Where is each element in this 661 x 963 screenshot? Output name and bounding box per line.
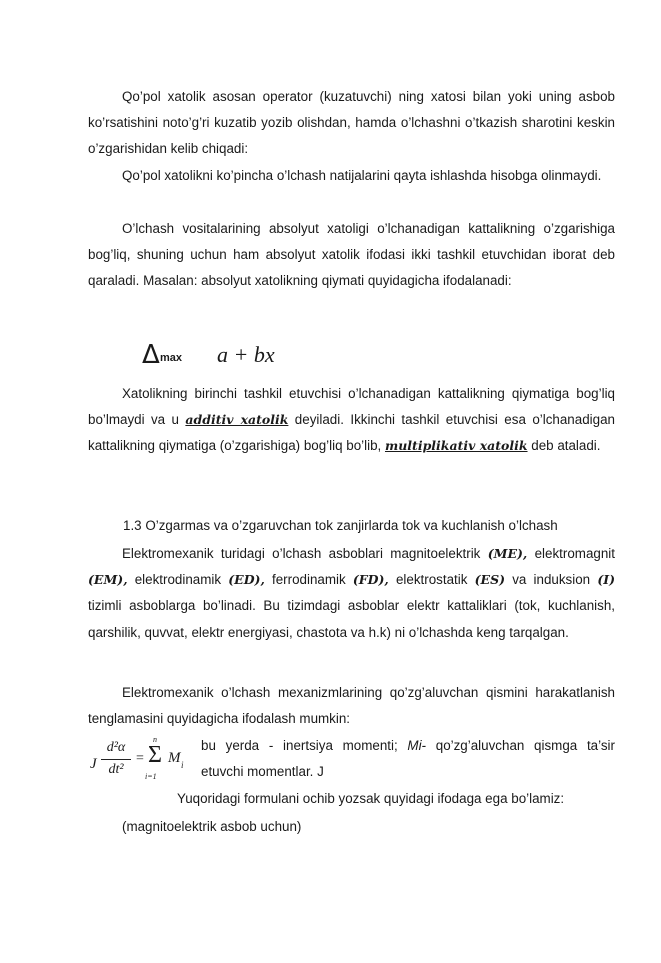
text-span: elektrostatik xyxy=(388,572,475,588)
sum-lower: i=1 xyxy=(145,772,157,781)
text-span: va induksion xyxy=(505,572,598,588)
paragraph-motion-equation: Elektromexanik o’lchash mexanizmlarining qo’zg’aluvchan qismini harakatlanish tenglamasini quyidagicha ifodalash mumkin: xyxy=(88,685,615,727)
paragraph-gross-error-ignored: Qo’pol xatolikni ko’pincha o’lchash natijalarini qayta ishlashda hisobga olinmaydi. xyxy=(122,168,602,183)
paragraph-absolute-error: O’lchash vositalarining absolyut xatoligi o’lchanadigan kattalikning o’zgarishiga bog’liq, shuning uchun ham absolyut xatolik ifodasi ikki tashkil etuvchidan iborat deb qaraladi. Masalan: absolyut xatolikning qiymati quyidagicha ifodalanadi: xyxy=(88,221,615,289)
text-span: tizimli asboblarga bo’linadi. Bu tizimdagi asboblar elektr kattaliklari (tok, kuchlanish, qarshilik, quvvat, elektr energiyasi, chastota va h.k) ni o’lchashda keng tarqalgan. xyxy=(88,598,615,640)
denominator: dt² xyxy=(108,762,124,777)
abbr-i: (I) xyxy=(597,572,615,588)
moment-symbol: M xyxy=(168,750,181,766)
text-span: ferrodinamik xyxy=(264,572,353,588)
sum-upper: n xyxy=(153,735,157,744)
formula-absolute-error xyxy=(142,340,302,370)
text-span: Xatolikning birinchi tashkil etuvchisi o’lchanadigan kattalikning qiymatiga bog’liq bo’lmaydi va u xyxy=(88,386,615,428)
term-additive-error: additiv xatolik xyxy=(185,412,289,428)
text-span: bu yerda - inertsiya momenti; xyxy=(201,738,408,753)
abbr-fd: (FD), xyxy=(352,572,389,588)
mi-symbol: Mi- xyxy=(407,738,427,753)
delta-subscript: max xyxy=(160,352,183,364)
explanation-line-3: Yuqoridagi formulani ochib yozsak quyidagi ifodaga ega bo’lamiz: xyxy=(177,791,565,806)
fraction-bar xyxy=(101,759,131,760)
equals-sign: = xyxy=(136,751,144,766)
explanation-line-2: etuvchi momentlar. J xyxy=(201,764,324,779)
explanation-line-1 xyxy=(201,733,615,759)
text-span: elektrodinamik xyxy=(127,572,229,588)
term-multiplicative-error: multiplikativ xatolik xyxy=(384,438,528,454)
abbr-es: (ES) xyxy=(474,572,506,588)
abbr-me: (ME), xyxy=(487,546,528,561)
abbr-em: (EM), xyxy=(88,572,128,588)
paragraph-additive-multiplicative xyxy=(88,381,615,460)
paragraph-instrument-types xyxy=(88,541,615,646)
text-span: deyiladi. Ikkinchi tashkil etuvchisi esa o’lchanadigan kattalikning qiymatiga (o’zgarishiga) bog’liq bo’lib, xyxy=(88,412,615,454)
formula-rhs: a + bx xyxy=(217,342,275,367)
text-span: qo’zg’aluvchan qismga ta’sir xyxy=(426,738,615,753)
text-span: Elektromexanik turidagi o’lchash asboblari magnitoelektrik xyxy=(122,546,488,561)
paragraph-gross-error-source: Qo’pol xatolik asosan operator (kuzatuvchi) ning xatosi bilan yoki uning asbob ko’rsatishini noto’g’ri kuzatib yozib olishdan, hamda o’lchashni o’tkazish sharotini keskin o’zgarishidan kelib chiqadi: xyxy=(88,89,615,157)
section-heading: 1.3 O’zgarmas va o’zgaruvchan tok zanjirlarda tok va kuchlanish o’lchash xyxy=(123,518,558,533)
sum-symbol: Σ xyxy=(148,742,162,768)
text-span: deb ataladi. xyxy=(527,438,601,454)
text-span: elektromagnit xyxy=(527,546,615,561)
delta-symbol: Δ xyxy=(142,340,160,370)
explanation-line-4: (magnitoelektrik asbob uchun) xyxy=(122,819,302,834)
inertia-symbol: J xyxy=(90,756,97,772)
abbr-ed: (ED), xyxy=(228,572,265,588)
numerator: d²α xyxy=(106,740,126,755)
moment-subscript: i xyxy=(181,760,184,770)
